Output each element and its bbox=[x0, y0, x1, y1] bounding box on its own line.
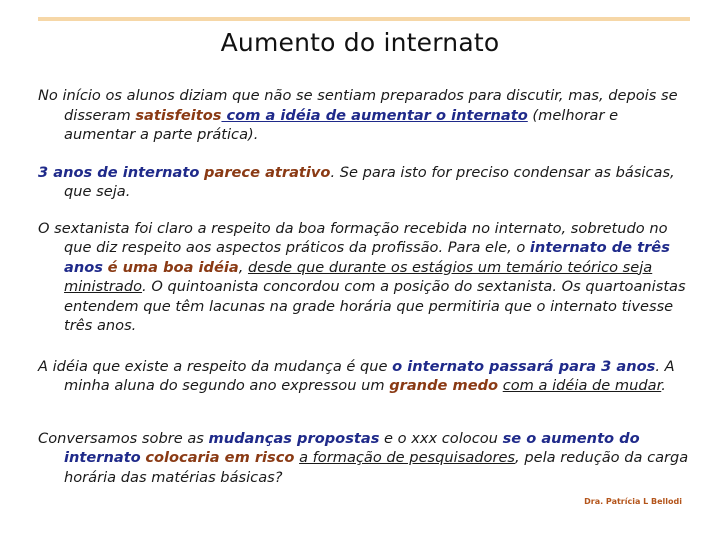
highlight-blue: mudanças propostas bbox=[208, 429, 380, 447]
top-divider-line bbox=[38, 17, 690, 21]
text-run: Conversamos sobre as bbox=[38, 429, 209, 447]
highlight-blue: internato de três anos bbox=[64, 239, 670, 276]
paragraph bbox=[38, 163, 690, 202]
text-run: . O quintoanista concordou com a posição do sextanista. Os quartoanistas entendem que têm lacunas na grade horária que permitiria que o internato tivesse três anos. bbox=[64, 278, 686, 334]
slide-body bbox=[38, 86, 690, 487]
slide-title: Aumento do internato bbox=[220, 28, 500, 57]
text-run: A idéia que existe a respeito da mudança é que bbox=[38, 357, 393, 375]
highlight-red: satisfeitos bbox=[135, 106, 222, 124]
text-run: No início os alunos diziam que não se sentiam preparados para discutir, mas, depois se disseram bbox=[38, 87, 678, 124]
paragraph bbox=[38, 219, 690, 336]
underlined-text: desde que durante os estágios um temário teórico seja ministrado bbox=[64, 258, 653, 295]
highlight-red: colocaria em risco bbox=[145, 449, 295, 466]
text-run: O sextanista foi claro a respeito da boa formação recebida no internato, sobretudo no que diz respeito aos aspectos práticos da profissão. Para ele, o bbox=[38, 219, 668, 256]
text-run: (melhorar e aumentar a parte prática). bbox=[64, 106, 619, 143]
text-run: . bbox=[661, 377, 666, 394]
paragraph bbox=[38, 357, 690, 396]
text-run: . Se para isto for preciso condensar as básicas, que seja. bbox=[64, 163, 675, 200]
text-run: . A minha aluna do segundo ano expressou um bbox=[64, 357, 675, 394]
text-run: , pela redução da carga horária das matérias básicas? bbox=[64, 449, 689, 486]
highlight-blue-underlined: com a idéia de aumentar o internato bbox=[221, 106, 528, 124]
text-run: e o xxx colocou bbox=[379, 429, 503, 447]
highlight-red: é uma boa idéia bbox=[107, 258, 239, 276]
highlight-red: grande medo bbox=[389, 377, 499, 394]
text-run: , bbox=[238, 258, 248, 276]
underlined-text: com a idéia de mudar bbox=[502, 377, 662, 394]
paragraph bbox=[38, 86, 690, 145]
highlight-blue: o internato passará para 3 anos bbox=[392, 357, 656, 375]
highlight-red: parece atrativo bbox=[204, 163, 331, 181]
paragraph bbox=[38, 429, 690, 488]
author-credit: Dra. Patrícia L Bellodi bbox=[584, 497, 682, 506]
underlined-text: a formação de pesquisadores bbox=[299, 449, 516, 466]
highlight-blue: 3 anos de internato bbox=[38, 163, 200, 181]
highlight-blue: se o aumento do internato bbox=[64, 429, 640, 466]
